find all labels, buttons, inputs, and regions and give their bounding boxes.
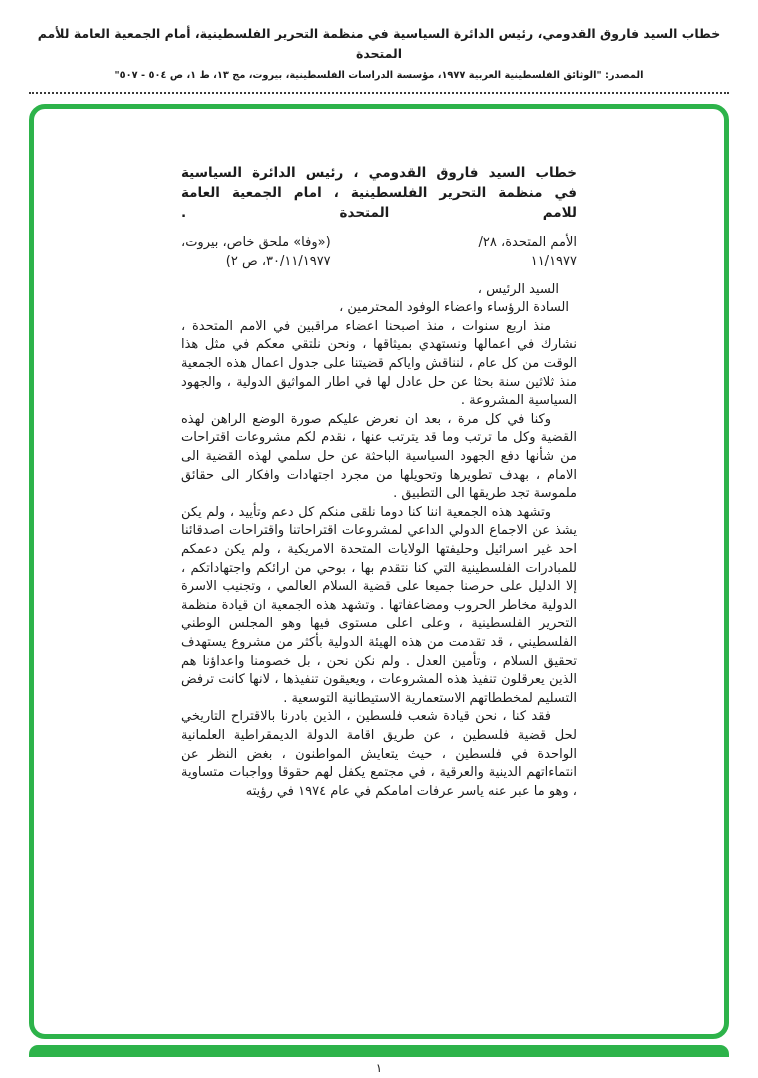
reference-line: ١١/١٩٧٧ <box>530 253 577 269</box>
salutation-delegates: السادة الرؤساء واعضاء الوفود المحترمين ، <box>339 300 569 316</box>
reference-line: («وفا» ملحق خاص، بيروت، <box>181 234 331 250</box>
paragraph-2: وكنا في كل مرة ، بعد ان نعرض عليكم صورة الوضع الراهن لهذه القضية وكل ما ترتب وما قد يترتب عنها ، نقدم لكم مشروعات اقتراحات من شأنها دفع الجهود السياسية الباحثة عن حل سلمي لهذه القضية الى الامام ، بهدف تطويرها وتحويلها من مجرد اجتهادات وافكار الى حقائق ملموسة تجد طريقها الى التطبيق . <box>181 411 577 502</box>
document-frame <box>29 104 729 1039</box>
header-separator <box>29 92 729 94</box>
paragraph-4: فقد كنا ، نحن قيادة شعب فلسطين ، الذين بادرنا بالاقتراح التاريخي لحل قضية فلسطين ، عن طريق اقامة الدولة الديمقراطية العلمانية الواحدة في فلسطين ، حيث يتعايش المواطنون ، بغض النظر عن انتماءاتهم الدينية والعرقية ، في مجتمع يكفل لهم حقوقا وواجبات متساوية ، وهو ما عبر عنه ياسر عرفات امامكم في عام ١٩٧٤ في رؤيته <box>181 709 577 799</box>
reference-source-left <box>181 233 331 271</box>
speech-title: خطاب السيد فاروق القدومي ، رئيس الدائرة السياسية في منظمة التحرير الفلسطينية ، امام الجمعية العامة للامم المتحدة . <box>181 164 577 221</box>
paragraph-3: وتشهد هذه الجمعية اننا كنا دوما نلقى منكم كل دعم وتأييد ، ولم يكن يشذ عن الاجماع الدولي الداعي لمشروعات اقتراحاتنا واقتراحات اصدقائنا احد غير اسرائيل وحليفتها الولايات المتحدة الامريكية ، ولم يكن دعمكم للمبادرات الفلسطينية التي كنا نتقدم بها ، بوحي من ارائكم واجتهاداتكم ، إلا الدليل على حرصنا جميعا على قضية السلام العالمي ، وتجنيب الاسرة الدولية مخاطر الحروب ومضاعفاتها . وتشهد هذه الجمعية ان قيادة منظمة التحرير الفلسطينية ، وعلى اعلى مستوى فيها وهو المجلس الوطني الفلسطيني ، قد تقدمت من هذه الهيئة الدولية بأكثر من مشروع يستهدف تحقيق السلام ، وتأمين العدل . ولم نكن نحن ، بل خصومنا واعداؤنا هم الذين يعرقلون تنفيذ هذه المشروعات ، ويعيقون تنفيذها ، لانها كانت ترفض التسليم لمخططاتهم الاستعمارية الاستيطانية التوسعية . <box>181 504 577 706</box>
reference-line: الأمم المتحدة، ٢٨/ <box>478 234 577 250</box>
reference-source-right <box>479 233 578 271</box>
paragraph-1: منذ اربع سنوات ، منذ اصبحنا اعضاء مراقبين في الامم المتحدة ، نشارك في اعمالها ونستهدي بميثاقها ، ونحن نلتقي معكم في مثل هذا الوقت من كل عام ، لنناقش واياكم قضيتنا على جدول اعمال هذه الجمعية منذ ثلاثين سنة بحثا عن حل عادل لها في اطار المواثيق الدولية ، والجهود السياسية المشروعة . <box>181 318 577 409</box>
page-number: ١ <box>375 1060 383 1075</box>
next-page-frame-edge <box>29 1045 729 1057</box>
document-source-line: المصدر: "الوثائق الفلسطينية العربية ١٩٧٧، مؤسسة الدراسات الفلسطينية، بيروت، مج ١٣، ط ١، ص ٥٠٤ - ٥٠٧" <box>114 70 644 81</box>
document-header-title: خطاب السيد فاروق القدومي، رئيس الدائرة السياسية في منظمة التحرير الفلسطينية، أمام الجمعية العامة للأمم المتحدة <box>37 26 721 61</box>
salutation-president: السيد الرئيس ، <box>477 281 559 297</box>
document-body <box>181 163 577 802</box>
reference-line: ٣٠/١١/١٩٧٧، ص ٢) <box>225 253 331 269</box>
reference-row <box>181 233 577 271</box>
